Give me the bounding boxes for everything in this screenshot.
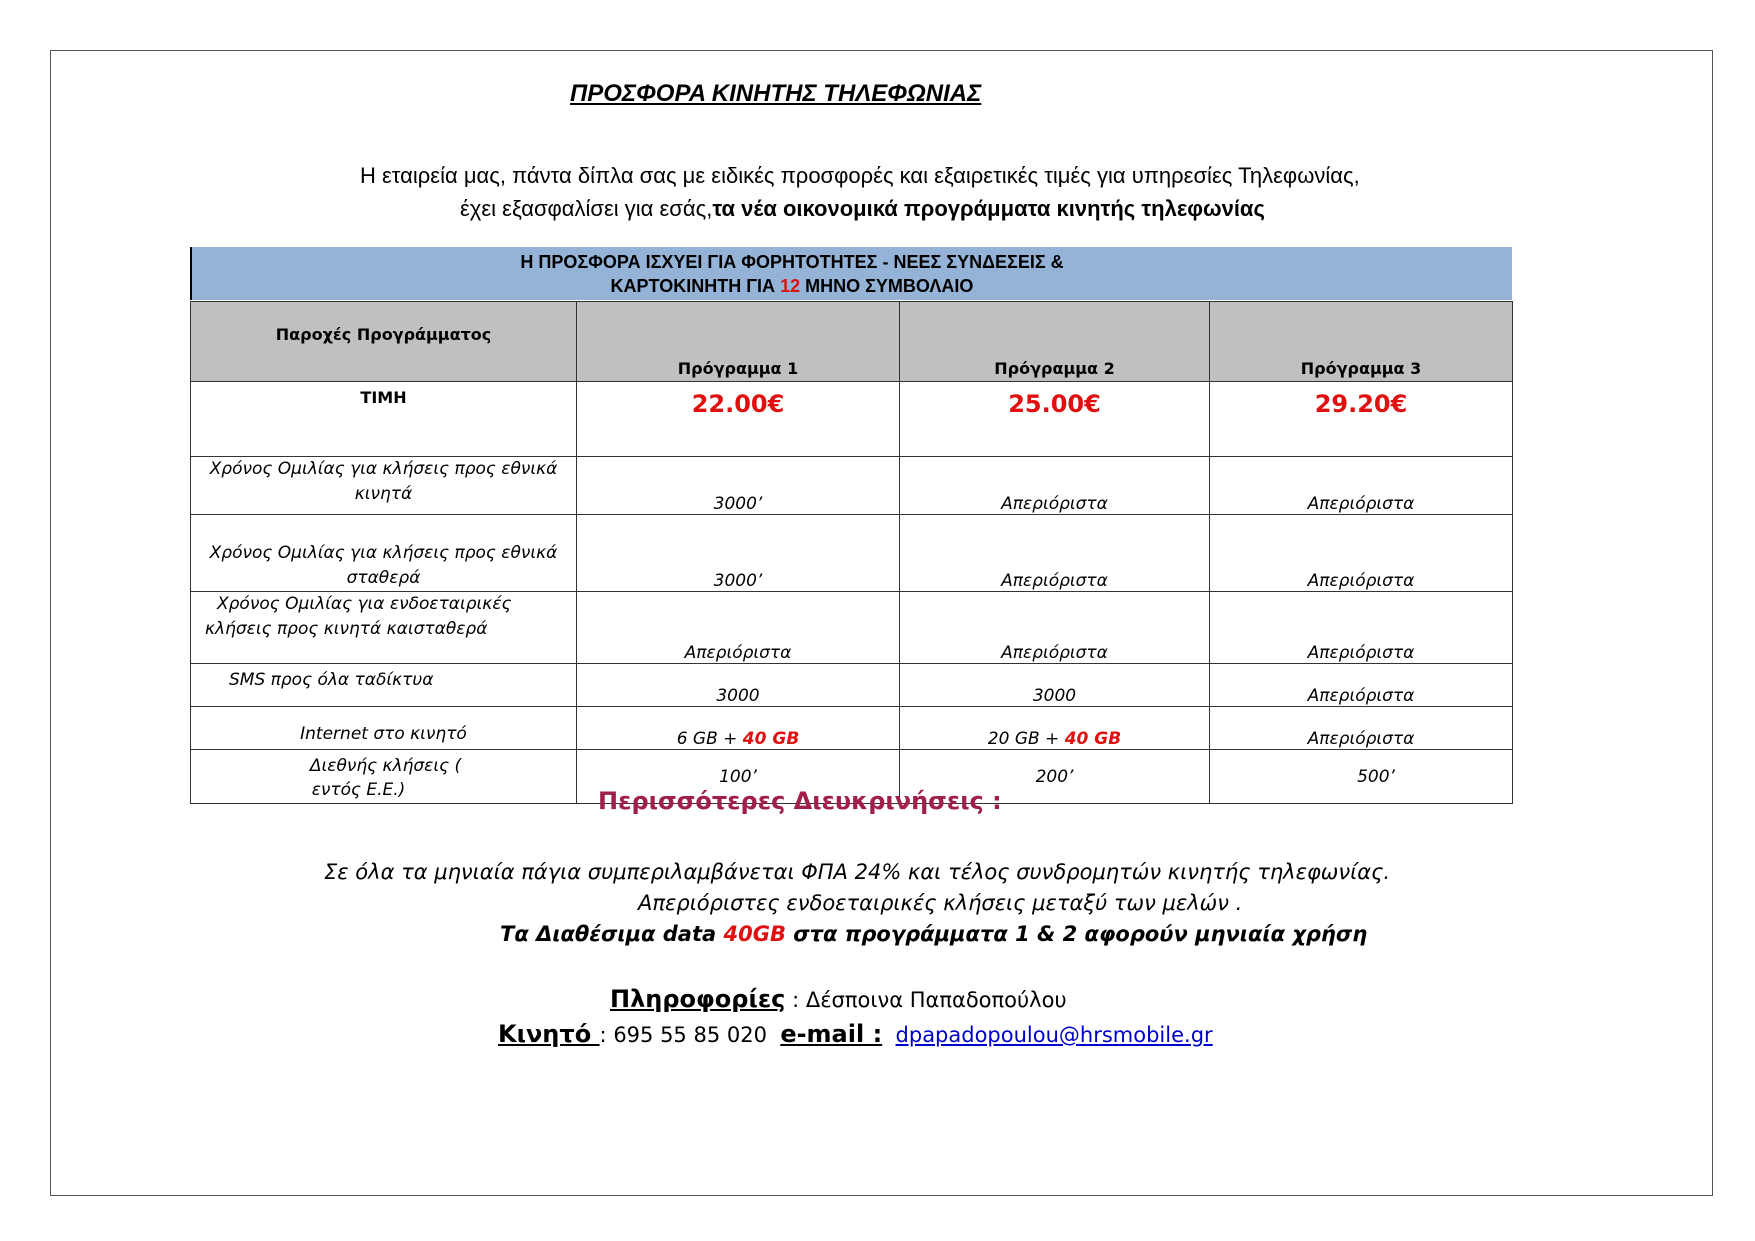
mobile-number: 695 55 85 020 — [613, 1023, 767, 1047]
price-plan-3: 29.20€ — [1210, 382, 1513, 457]
table-row — [191, 515, 1513, 592]
info-name: Δέσποινα Παπαδοπούλου — [805, 988, 1067, 1012]
row-value: Απεριόριστα — [577, 592, 900, 664]
internet-base: 6 GB + — [676, 729, 743, 749]
internet-bonus: 40 GB — [1064, 729, 1122, 749]
intro-line-1: Η εταιρεία μας, πάντα δίπλα σας με ειδικές προσφορές και εξαιρετικές τιμές για υπηρεσίες Τηλεφωνίας, — [360, 163, 1360, 188]
row-label-line: σταθερά — [346, 568, 421, 588]
offer-line-2-suffix: ΜΗΝΟ ΣΥΜΒΟΛΑΙΟ — [805, 276, 974, 296]
page-title: ΠΡΟΣΦΟΡΑ ΚΙΝΗΤΗΣ ΤΗΛΕΦΩΝΙΑΣ — [570, 80, 982, 107]
row-value: Απεριόριστα — [1210, 457, 1513, 515]
offer-line-2-prefix: ΚΑΡΤΟΚΙΝΗΤΗ ΓΙΑ — [610, 276, 776, 296]
row-value: Απεριόριστα — [1210, 592, 1513, 664]
contact-mobile — [498, 1020, 1213, 1048]
row-label-line: εντός Ε.Ε.) — [311, 780, 406, 800]
row-value: 3000 — [900, 664, 1210, 707]
intro-line-2 — [460, 196, 1360, 222]
row-value: Απεριόριστα — [1210, 707, 1513, 750]
header-plan-2: Πρόγραμμα 2 — [900, 302, 1210, 382]
email-link[interactable]: dpapadopoulou@hrsmobile.gr — [895, 1023, 1213, 1047]
price-plan-1: 22.00€ — [577, 382, 900, 457]
note-data-prefix: Τα Διαθέσιμα data — [500, 922, 724, 946]
row-value: 3000’ — [577, 515, 900, 592]
row-value: Απεριόριστα — [900, 592, 1210, 664]
table-row — [191, 664, 1513, 707]
note-data-highlight: 40GB — [723, 922, 786, 946]
price-label: ΤΙΜΗ — [191, 382, 577, 457]
row-value: 3000 — [577, 664, 900, 707]
header-features: Παροχές Προγράμματος — [191, 302, 577, 382]
intro-line-2-text: έχει εξασφαλίσει για εσάς, — [460, 196, 713, 221]
offer-months: 12 — [780, 276, 801, 296]
row-label — [191, 664, 577, 707]
row-label-line: SMS προς όλα ταδίκτυα — [229, 670, 434, 690]
row-value: Απεριόριστα — [900, 515, 1210, 592]
row-label-line: κλήσεις προς κινητά καισταθερά — [205, 619, 488, 639]
internet-bonus: 40 GB — [742, 729, 800, 749]
row-value: Απεριόριστα — [900, 457, 1210, 515]
row-label-line: Χρόνος Ομιλίας για ενδοεταιρικές — [217, 594, 512, 614]
row-label — [191, 750, 577, 804]
offer-line-2 — [132, 274, 1452, 298]
row-value: Απεριόριστα — [1210, 515, 1513, 592]
price-row — [191, 382, 1513, 457]
contact-info — [610, 985, 1067, 1013]
price-plan-2: 25.00€ — [900, 382, 1210, 457]
header-plan-1: Πρόγραμμα 1 — [577, 302, 900, 382]
row-label — [191, 457, 577, 515]
row-value — [900, 707, 1210, 750]
note-vat: Σε όλα τα μηνιαία πάγια συμπεριλαμβάνεται ΦΠΑ 24% και τέλος συνδρομητών κινητής τηλεφωνίας. — [324, 860, 1391, 884]
info-separator: : — [785, 988, 806, 1012]
mobile-label: Κινητό — [498, 1020, 600, 1048]
row-label-line: Διεθνής κλήσεις ( — [309, 756, 462, 776]
plans-table — [190, 301, 1513, 804]
row-label — [191, 592, 577, 664]
row-value — [577, 707, 900, 750]
row-value: 100’ — [577, 750, 900, 804]
header-plan-3: Πρόγραμμα 3 — [1210, 302, 1513, 382]
table-header-row — [191, 302, 1513, 382]
clarifications-heading: Περισσότερες Διευκρινήσεις : — [598, 787, 1002, 815]
note-data — [500, 922, 1367, 946]
table-row — [191, 707, 1513, 750]
row-value: 3000’ — [577, 457, 900, 515]
table-row — [191, 592, 1513, 664]
info-label: Πληροφορίες — [610, 985, 786, 1013]
row-label-line: Χρόνος Ομιλίας για κλήσεις προς εθνικά — [209, 543, 558, 563]
table-row — [191, 457, 1513, 515]
row-label-line: κινητά — [354, 484, 413, 504]
offer-banner — [190, 247, 1512, 300]
offer-line-1: Η ΠΡΟΣΦΟΡΑ ΙΣΧΥΕΙ ΓΙΑ ΦΟΡΗΤΟΤΗΤΕΣ - ΝΕΕΣ ΣΥΝΔΕΣΕΙΣ & — [520, 252, 1064, 272]
row-label-line: Χρόνος Ομιλίας για κλήσεις προς εθνικά — [209, 459, 558, 479]
note-data-suffix: στα προγράμματα 1 & 2 αφορούν μηνιαία χρήση — [785, 922, 1368, 946]
row-value: 500’ — [1210, 750, 1513, 804]
email-label: e-mail : — [780, 1020, 883, 1048]
row-label: Internet στο κινητό — [191, 707, 577, 750]
mobile-separator: : — [599, 1023, 614, 1047]
row-value: Απεριόριστα — [1210, 664, 1513, 707]
row-value: 200’ — [900, 750, 1210, 804]
row-label — [191, 515, 577, 592]
intro-line-2-bold: τα νέα οικονομικά προγράμματα κινητής τηλεφωνίας — [712, 196, 1265, 221]
note-internal-calls: Απεριόριστες ενδοεταιρικές κλήσεις μεταξύ των μελών . — [638, 891, 1243, 915]
internet-base: 20 GB + — [987, 729, 1065, 749]
